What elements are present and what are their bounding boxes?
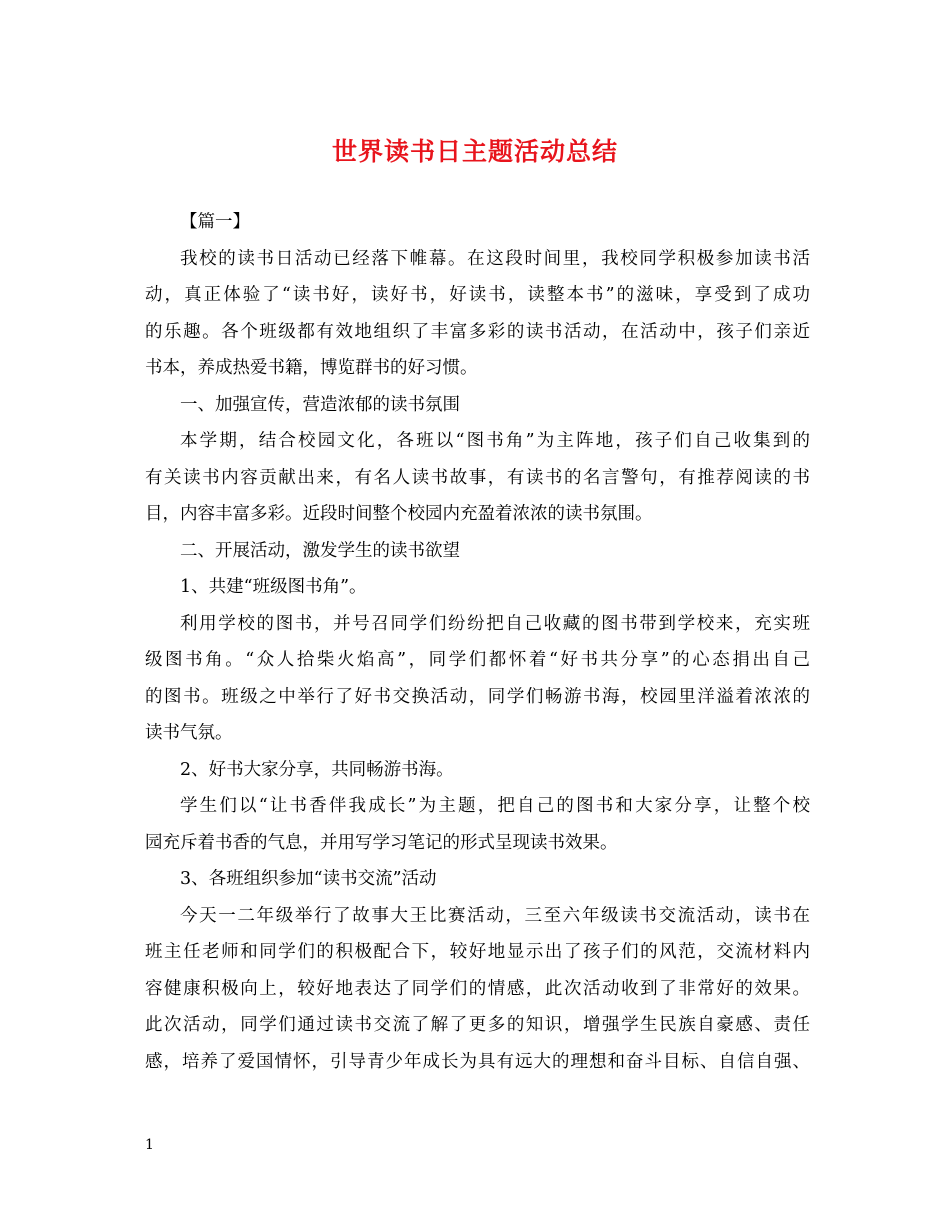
paragraph-line: 感，培养了爱国情怀，引导青少年成长为具有远大的理想和奋斗目标、自信自强、 bbox=[145, 1051, 810, 1072]
paragraph-line: 读书气氛。 bbox=[145, 723, 233, 743]
paragraph-line: 的乐趣。各个班级都有效地组织了丰富多彩的读书活动，在活动中，孩子们亲近 bbox=[145, 321, 810, 342]
paragraph-line: 利用学校的图书，并号召同学们纷纷把自己收藏的图书带到学校来，充实班 bbox=[180, 613, 810, 634]
document-body bbox=[145, 204, 810, 1080]
paragraph-line: 学生们以“让书香伴我成长”为主题，把自己的图书和大家分享，让整个校 bbox=[180, 796, 810, 816]
page-number: 1 bbox=[145, 1137, 154, 1153]
paragraph-line: 书本，养成热爱书籍，博览群书的好习惯。 bbox=[145, 358, 478, 378]
paragraph-line: 园充斥着书香的气息，并用写学习笔记的形式呈现读书效果。 bbox=[145, 832, 618, 853]
paragraph-line: 本学期，结合校园文化，各班以“图书角”为主阵地，孩子们自己收集到的 bbox=[180, 431, 810, 451]
paragraph-line: 今天一二年级举行了故事大王比赛活动，三至六年级读书交流活动，读书在 bbox=[180, 905, 810, 926]
paragraph-line: 的图书。班级之中举行了好书交换活动，同学们畅游书海，校园里洋溢着浓浓的 bbox=[145, 686, 810, 707]
paragraph-line: 有关读书内容贡献出来，有名人读书故事，有读书的名言警句，有推荐阅读的书 bbox=[145, 467, 810, 488]
list-item-heading: 1、共建“班级图书角”。 bbox=[180, 577, 367, 597]
paragraph-line: 容健康积极向上，较好地表达了同学们的情感，此次活动收到了非常好的效果。 bbox=[145, 978, 810, 999]
paragraph-line: 级图书角。“众人拾柴火焰高”，同学们都怀着“好书共分享”的心态捐出自己 bbox=[145, 650, 810, 670]
subheading: 二、开展活动，激发学生的读书欲望 bbox=[180, 540, 460, 561]
paragraph-line: 班主任老师和同学们的积极配合下，较好地显示出了孩子们的风范，交流材料内 bbox=[145, 942, 810, 962]
list-item-heading: 3、各班组织参加“读书交流”活动 bbox=[180, 869, 437, 889]
document-title: 世界读书日主题活动总结 bbox=[331, 137, 618, 166]
section-heading: 【篇一】 bbox=[180, 212, 250, 232]
paragraph-line: 目，内容丰富多彩。近段时间整个校园内充盈着浓浓的读书氛围。 bbox=[145, 504, 653, 524]
subheading: 一、加强宣传，营造浓郁的读书氛围 bbox=[180, 394, 460, 415]
paragraph-line: 我校的读书日活动已经落下帷幕。在这段时间里，我校同学积极参加读书活 bbox=[180, 248, 810, 269]
list-item-heading: 2、好书大家分享，共同畅游书海。 bbox=[180, 759, 454, 780]
paragraph-line: 此次活动，同学们通过读书交流了解了更多的知识，增强学生民族自豪感、责任 bbox=[145, 1015, 810, 1035]
paragraph-line: 动，真正体验了“读书好，读好书，好读书，读整本书”的滋味，享受到了成功 bbox=[145, 285, 810, 305]
